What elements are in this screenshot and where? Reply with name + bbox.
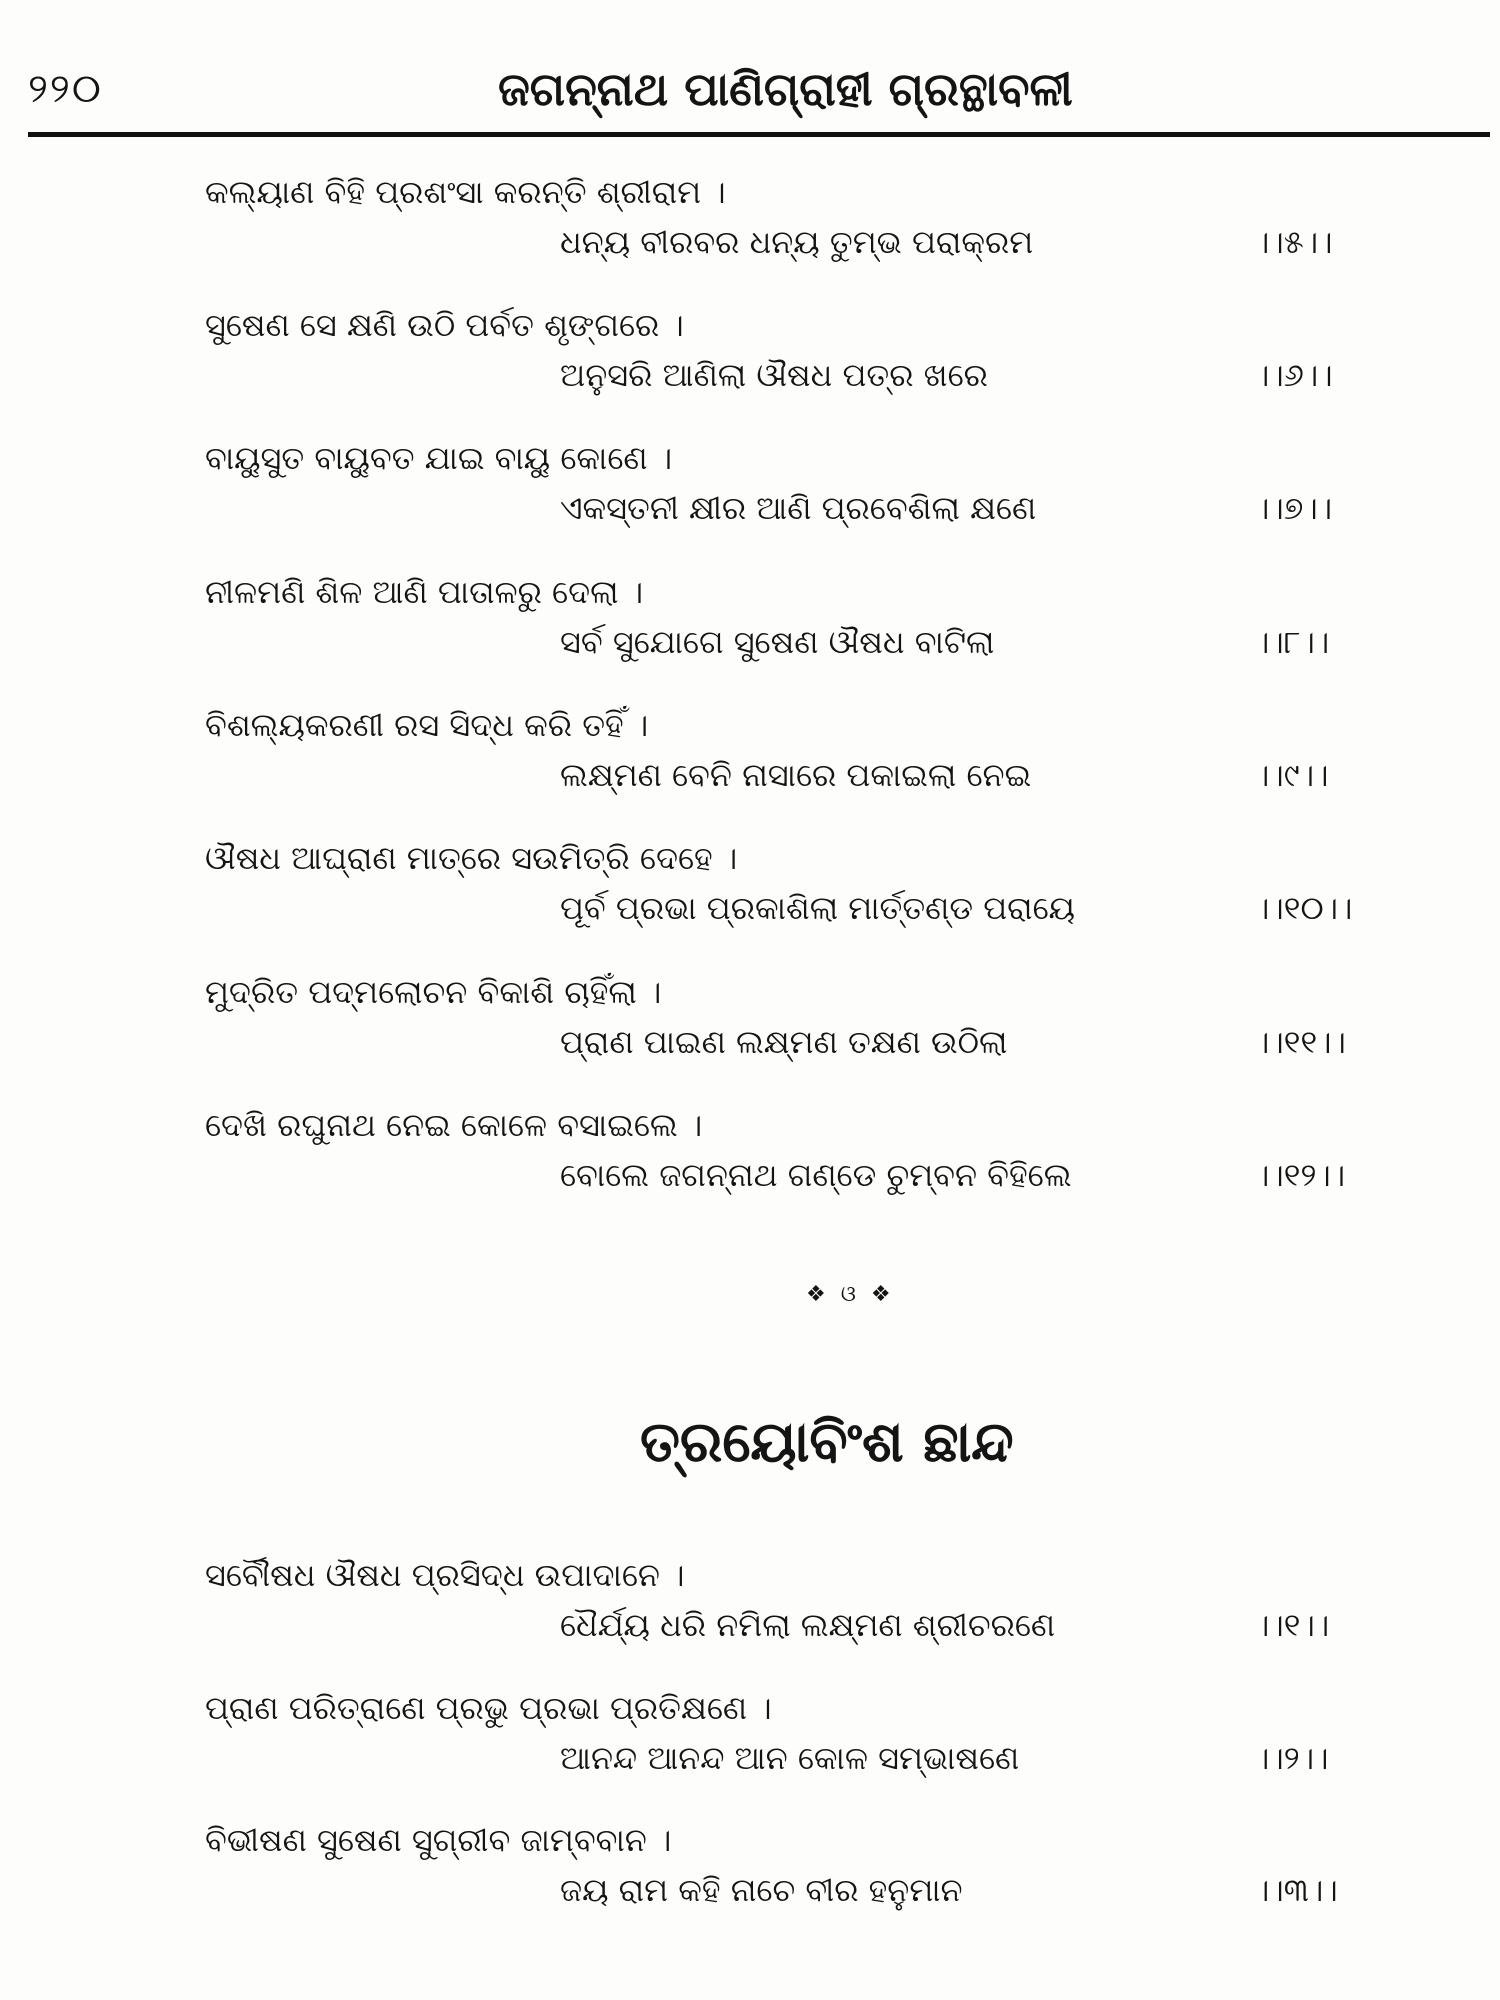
- verse-line-second: ପୂର୍ବ ପ୍ରଭା ପ୍ରକାଶିଲା ମାର୍ତ୍ତଣ୍ଡ ପରାୟେ: [560, 889, 1076, 927]
- book-title: ଜଗନ୍ନାଥ ପାଣିଗ୍ରାହୀ ଗ୍ରନ୍ଥାବଳୀ: [498, 62, 1073, 116]
- verse-line-first: ସୁଷେଣ ସେ କ୍ଷଣି ଉଠି ପର୍ବତ ଶୃଙ୍ଗରେ ।: [205, 306, 684, 344]
- couplet: [0, 305, 1500, 425]
- verse-line-first: ବାୟୁସୁତ ବାୟୁବତ ଯାଇ ବାୟୁ କୋଣେ ।: [205, 439, 673, 477]
- verse-line-first: ବିଶଲ୍ୟକରଣୀ ରସ ସିଦ୍ଧ କରି ତହିଁ ।: [205, 706, 649, 744]
- verse-line-second: ଜୟ ରାମ କହି ନାଚେ ବୀର ହନୁମାନ: [560, 1871, 963, 1909]
- verse-line-first: ଔଷଧ ଆଘ୍ରାଣ ମାତ୍ରେ ସଉମିତ୍ରି ଦେହେ ।: [205, 839, 738, 877]
- verse-number: ।।୫।।: [1255, 223, 1333, 261]
- verse-line-second: ଧୈର୍ଯ୍ୟ ଧରି ନମିଲା ଲକ୍ଷ୍ମଣ ଶ୍ରୀଚରଣେ: [560, 1606, 1056, 1644]
- verse-line-second: ସର୍ବ ସୁଯୋଗେ ସୁଷେଣ ଔଷଧ ବାଟିଲା: [560, 623, 995, 661]
- verse-number: ।।୧୨।।: [1255, 1156, 1346, 1194]
- couplet: [0, 972, 1500, 1092]
- verse-number: ।।୯।।: [1255, 756, 1329, 794]
- couplet: [0, 438, 1500, 558]
- couplet: [0, 1105, 1500, 1225]
- verse-line-second: ଲକ୍ଷ୍ମଣ ବେନି ନାସାରେ ପକାଇଲା ନେଇ: [560, 756, 1032, 794]
- verse-line-first: କଲ୍ୟାଣ ବିହି ପ୍ରଶଂସା କରନ୍ତି ଶ୍ରୀରାମ ।: [205, 173, 726, 211]
- page-number: ୨୨୦: [28, 66, 103, 112]
- verse-line-first: ସର୍ବୌଷଧ ଔଷଧ ପ୍ରସିଦ୍ଧ ଉପାଦାନେ ।: [205, 1556, 685, 1594]
- verse-line-first: ଦେଖି ରଘୁନାଥ ନେଇ କୋଳେ ବସାଇଲେ ।: [205, 1106, 703, 1144]
- verse-number: ।।୧୧।।: [1255, 1023, 1346, 1061]
- couplet: [0, 1555, 1500, 1675]
- verse-number: ।।୬।।: [1255, 356, 1333, 394]
- verse-number: ।।୮।।: [1255, 623, 1330, 661]
- verse-line-first: ମୁଦ୍ରିତ ପଦ୍ମଲୋଚନ ବିକାଶି ଚାହିଁଲା ।: [205, 973, 662, 1011]
- section-separator-ornament: ❖ ଓ ❖: [806, 1282, 895, 1307]
- verse-line-first: ପ୍ରାଣ ପରିତ୍ରାଣେ ପ୍ରଭୁ ପ୍ରଭା ପ୍ରତିକ୍ଷଣେ ।: [205, 1689, 772, 1727]
- verse-line-second: ଏକସ୍ତନୀ କ୍ଷୀର ଆଣି ପ୍ରବେଶିଲା କ୍ଷଣେ: [560, 489, 1037, 527]
- header-rule: [28, 132, 1490, 137]
- page-header: [28, 62, 1490, 132]
- couplet: [0, 572, 1500, 692]
- verse-number: ।।୧।।: [1255, 1606, 1330, 1644]
- couplet: [0, 838, 1500, 958]
- couplet: [0, 1688, 1500, 1808]
- verse-number: ।।୭।।: [1255, 489, 1333, 527]
- verse-line-second: ପ୍ରାଣ ପାଇଣ ଲକ୍ଷ୍ମଣ ତକ୍ଷଣ ଉଠିଲା: [560, 1023, 1008, 1061]
- verse-number: ।।୧୦।।: [1255, 889, 1353, 927]
- couplet: [0, 1820, 1500, 1940]
- couplet: [0, 172, 1500, 292]
- verse-line-second: ଆନନ୍ଦ ଆନନ୍ଦ ଆନ କୋଳ ସମ୍ଭାଷଣେ: [560, 1739, 1020, 1777]
- chapter-title: ତ୍ରୟୋବିଂଶ ଛାନ୍ଦ: [640, 1410, 1014, 1475]
- verse-line-first: ବିଭୀଷଣ ସୁଷେଣ ସୁଗ୍ରୀବ ଜାମ୍ବବାନ ।: [205, 1821, 672, 1859]
- couplet: [0, 705, 1500, 825]
- verse-line-second: ବୋଲେ ଜଗନ୍ନାଥ ଗଣ୍ଡେ ଚୁମ୍ବନ ବିହିଲେ: [560, 1156, 1072, 1194]
- verse-number: ।।୨।।: [1255, 1739, 1329, 1777]
- verse-number: ।।୩।।: [1255, 1871, 1338, 1909]
- verse-line-first: ନୀଳମଣି ଶିଳ ଆଣି ପାତାଳରୁ ଦେଲା ।: [205, 573, 644, 611]
- verse-line-second: ଅନୁସରି ଆଣିଲା ଔଷଧ ପତ୍ର ଖରେ: [560, 356, 988, 394]
- verse-line-second: ଧନ୍ୟ ବୀରବର ଧନ୍ୟ ତୁମ୍ଭ ପରାକ୍ରମ: [560, 223, 1034, 261]
